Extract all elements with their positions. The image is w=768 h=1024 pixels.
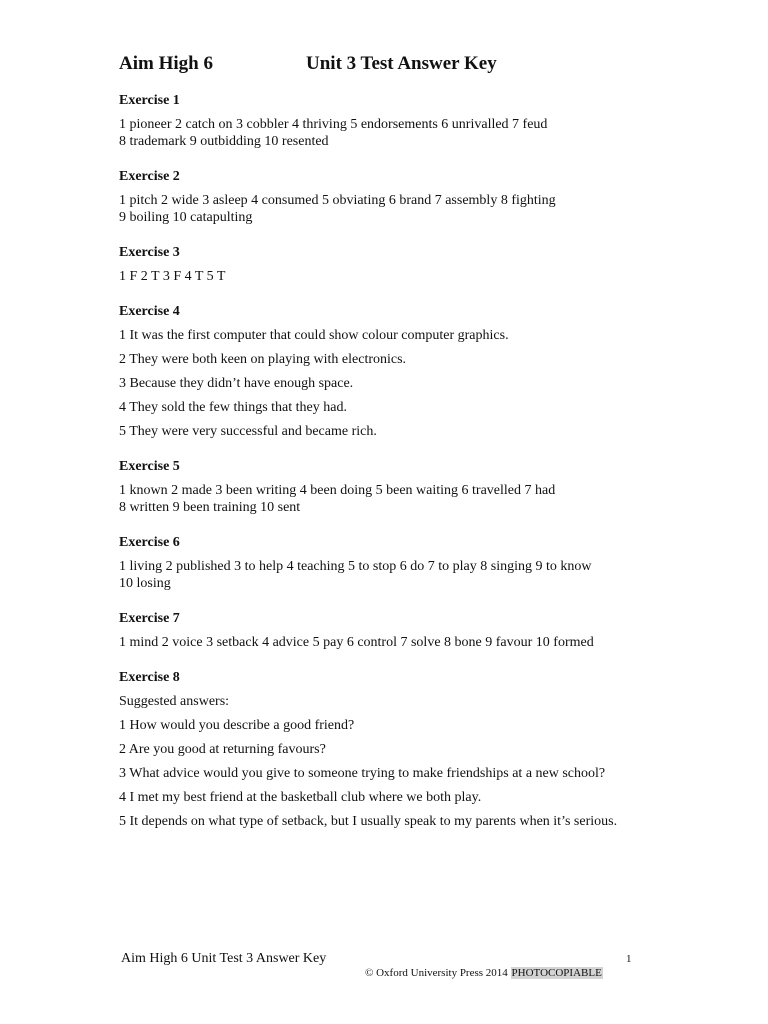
answer-line: 1 known 2 made 3 been writing 4 been doing 5 been waiting 6 travelled 7 had bbox=[119, 483, 556, 498]
answer-line: 1 F 2 T 3 F 4 T 5 T bbox=[119, 269, 226, 284]
photocopiable-label: PHOTOCOPIABLE bbox=[511, 967, 602, 979]
answer-item: 3 What advice would you give to someone trying to make friendships at a new school? bbox=[119, 766, 606, 781]
answer-item: 1 It was the first computer that could show colour computer graphics. bbox=[119, 328, 509, 343]
copyright-text: © Oxford University Press 2014 bbox=[365, 967, 508, 979]
exercise-heading: Exercise 7 bbox=[119, 611, 180, 626]
answer-item: 4 They sold the few things that they had. bbox=[119, 400, 347, 415]
exercise-1 bbox=[119, 92, 679, 150]
exercise-5 bbox=[119, 458, 679, 516]
exercise-heading: Exercise 2 bbox=[119, 169, 180, 184]
exercise-heading: Exercise 3 bbox=[119, 245, 180, 260]
exercise-6 bbox=[119, 534, 679, 592]
exercise-3 bbox=[119, 244, 679, 285]
exercise-heading: Exercise 4 bbox=[119, 304, 180, 319]
answer-line: 9 boiling 10 catapulting bbox=[119, 210, 253, 225]
answer-item: 2 They were both keen on playing with electronics. bbox=[119, 352, 407, 367]
answer-item: 5 It depends on what type of setback, but I usually speak to my parents when it’s serious. bbox=[119, 814, 618, 829]
exercise-heading: Exercise 1 bbox=[119, 93, 180, 108]
answer-line: 1 pitch 2 wide 3 asleep 4 consumed 5 obviating 6 brand 7 assembly 8 fighting bbox=[119, 193, 556, 208]
answer-line: 8 written 9 been training 10 sent bbox=[119, 500, 301, 515]
exercise-4 bbox=[119, 303, 679, 440]
answer-line: 1 living 2 published 3 to help 4 teaching 5 to stop 6 do 7 to play 8 singing 9 to know bbox=[119, 559, 592, 574]
page-title-row bbox=[119, 52, 679, 78]
exercise-heading: Exercise 8 bbox=[119, 670, 180, 685]
answer-item: 3 Because they didn’t have enough space. bbox=[119, 376, 354, 391]
exercise-7 bbox=[119, 610, 679, 651]
answer-key-content bbox=[119, 92, 679, 848]
footer-doc-label: Aim High 6 Unit Test 3 Answer Key bbox=[121, 951, 327, 966]
page-title: Unit 3 Test Answer Key bbox=[306, 53, 497, 74]
page-number: 1 bbox=[626, 953, 632, 965]
exercise-intro: Suggested answers: bbox=[119, 694, 230, 709]
answer-item: 4 I met my best friend at the basketball club where we both play. bbox=[119, 790, 482, 805]
copyright-notice bbox=[365, 966, 603, 980]
answer-item: 5 They were very successful and became rich. bbox=[119, 424, 377, 439]
exercise-heading: Exercise 6 bbox=[119, 535, 180, 550]
answer-line: 1 mind 2 voice 3 setback 4 advice 5 pay 6 control 7 solve 8 bone 9 favour 10 formed bbox=[119, 635, 594, 650]
answer-item: 2 Are you good at returning favours? bbox=[119, 742, 326, 757]
answer-line: 8 trademark 9 outbidding 10 resented bbox=[119, 134, 329, 149]
exercise-2 bbox=[119, 168, 679, 226]
exercise-8 bbox=[119, 669, 679, 830]
answer-line: 1 pioneer 2 catch on 3 cobbler 4 thriving 5 endorsements 6 unrivalled 7 feud bbox=[119, 117, 548, 132]
answer-line: 10 losing bbox=[119, 576, 171, 591]
book-title: Aim High 6 bbox=[119, 53, 213, 74]
exercise-heading: Exercise 5 bbox=[119, 459, 180, 474]
answer-item: 1 How would you describe a good friend? bbox=[119, 718, 355, 733]
